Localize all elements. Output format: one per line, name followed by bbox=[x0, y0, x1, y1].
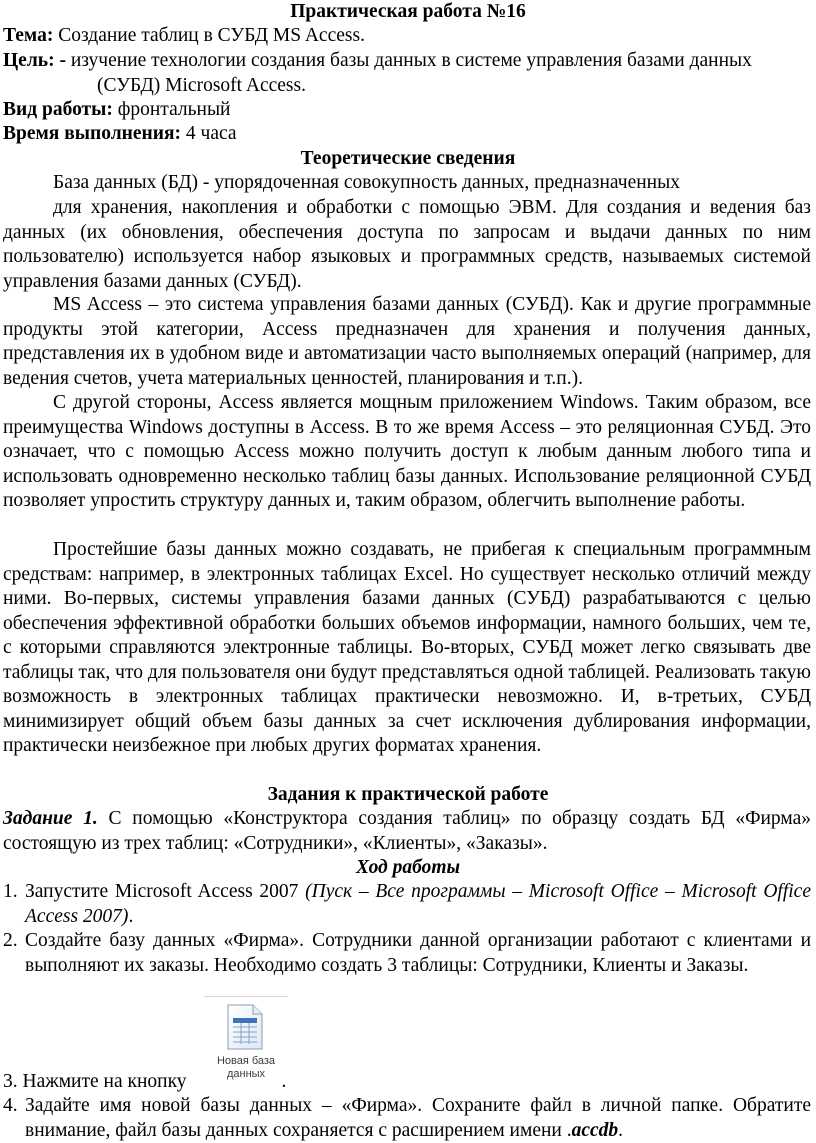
goal-label: Цель: - bbox=[3, 50, 66, 71]
topic-label: Тема: bbox=[3, 25, 54, 46]
goal-line bbox=[3, 49, 816, 74]
page-title: Практическая работа №16 bbox=[290, 1, 526, 22]
step-3 bbox=[3, 1070, 816, 1095]
step-number: 3. bbox=[3, 1071, 18, 1092]
step-2 bbox=[3, 929, 811, 978]
theory-paragraph-3: С другой стороны, Access является мощным приложением Windows. Таким образом, все преимущества Windows доступны в Access. В то же время Access – это реляционная СУБД. Это означает, что с помощью Access можно получить доступ к любым данным любого типа и использовать одновременно несколько таблиц базы данных. Использование реляционной СУБД позволяет упростить структуру данных и, таким образом, облегчить выполнение работы. bbox=[3, 392, 811, 511]
step-path: (Пуск – Все программы – Microsoft Office – Microsoft Office Access 2007) bbox=[25, 881, 811, 927]
step-text: Запустите Microsoft Access 2007 bbox=[25, 881, 306, 902]
tasks-heading: Задания к практической работе bbox=[267, 784, 549, 805]
topic-line bbox=[3, 24, 816, 49]
new-database-icon bbox=[226, 1004, 264, 1050]
step-number: 4. bbox=[3, 1095, 18, 1116]
step-tail: . bbox=[281, 1071, 287, 1092]
duration-label: Время выполнения: bbox=[3, 123, 182, 144]
step-1 bbox=[3, 880, 811, 929]
steps-list-2 bbox=[3, 1094, 811, 1143]
theory-paragraph-2: MS Access – это система управления базами данных (СУБД). Как и другие программные продукты этой категории, Access предназначен для хранения и получения данных, представления их в удобном виде и автоматизации часто выполняемых операций (например, для ведения счетов, учета материальных ценностей, планирования и т.п.). bbox=[3, 294, 811, 389]
theory-p1-first-line: База данных (БД) - упорядоченная совокупность данных, предназначенных bbox=[53, 172, 680, 193]
topic-text: Создание таблиц в СУБД MS Access. bbox=[53, 25, 365, 46]
step-number: 2. bbox=[3, 930, 18, 951]
theory-paragraph-1: для хранения, накопления и обработки с помощью ЭВМ. Для создания и ведения баз данных (их обновления, обеспечения доступа по запросам и выдачи данных по ним пользователю) используется набор языковых и программных средств, называемых системой управления базами данных (СУБД). bbox=[3, 197, 811, 292]
duration-text: 4 часа bbox=[181, 123, 237, 144]
new-database-label: Новая база данных bbox=[216, 1055, 276, 1080]
step-text: Задайте имя новой базы данных – «Фирма». Сохраните файл в личной папке. Обратите внимание, файл базы данных сохраняется с расширением имени . bbox=[25, 1095, 811, 1141]
goal-text: изучение технологии создания базы данных в системе управления базами данных bbox=[65, 50, 752, 71]
step-number: 1. bbox=[3, 881, 18, 902]
step-4 bbox=[3, 1094, 811, 1143]
step-text: Нажмите на кнопку bbox=[22, 1071, 187, 1092]
steps-list bbox=[3, 880, 811, 978]
procedure-heading: Ход работы bbox=[355, 857, 461, 878]
file-extension: accdb bbox=[571, 1119, 619, 1141]
work-type-label: Вид работы: bbox=[3, 99, 113, 120]
work-type-line bbox=[3, 98, 816, 123]
duration-line bbox=[3, 122, 816, 147]
theory-heading: Теоретические сведения bbox=[300, 148, 516, 169]
work-type-text: фронтальный bbox=[112, 99, 231, 120]
task-1 bbox=[3, 807, 811, 856]
new-database-button[interactable] bbox=[204, 996, 288, 1089]
goal-line-2: (СУБД) Microsoft Access. bbox=[97, 75, 306, 96]
step-text: Создайте базу данных «Фирма». Сотрудники данной организации работают с клиентами и выполняют их заказы. Необходимо создать 3 таблицы: Сотрудники, Клиенты и Заказы. bbox=[25, 930, 811, 976]
step-tail: . bbox=[128, 905, 134, 927]
theory-paragraph-4: Простейшие базы данных можно создавать, не прибегая к специальным программным средствам: например, в электронных таблицах Excel. Но существует несколько отличий между ними. Во-первых, системы управления базами данных (СУБД) разрабатываются с целью обеспечения эффективной обработки больших объемов информации, намного больших, чем те, с которыми справляются электронные таблицы. Во-вторых, СУБД может легко связывать две таблицы так, что для пользователя они будут представляться одной таблицей. Реализовать такую возможность в электронных таблицах практически невозможно. И, в-третьих, СУБД минимизирует общий объем базы данных за счет исключения дублирования информации, практически неизбежное при любых других форматах хранения. bbox=[3, 539, 811, 756]
step-tail: . bbox=[618, 1119, 624, 1141]
task-1-text: С помощью «Конструктора создания таблиц» по образцу создать БД «Фирма» состоящую из трех таблиц: «Сотрудники», «Клиенты», «Заказы». bbox=[3, 808, 812, 854]
task-1-label: Задание 1. bbox=[3, 808, 98, 829]
